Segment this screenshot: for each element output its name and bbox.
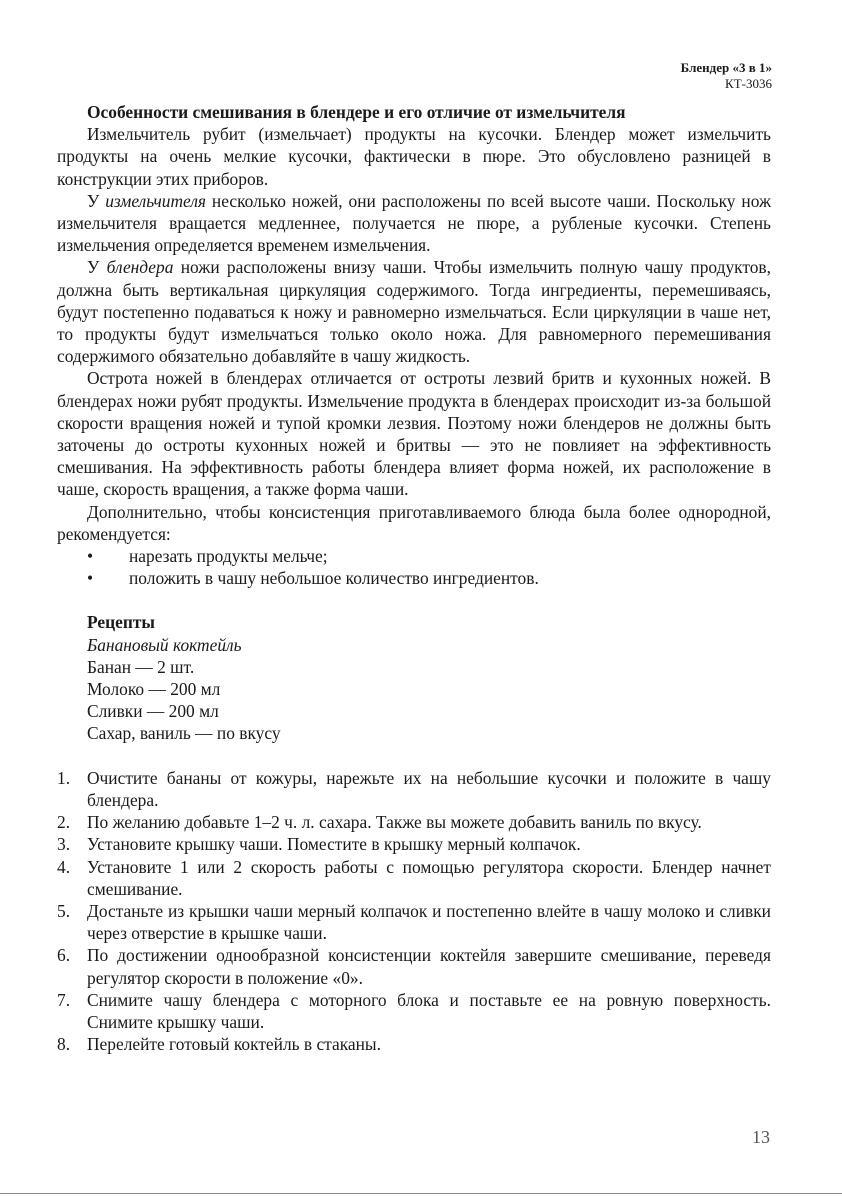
recipe-name: Банановый коктейль: [87, 634, 242, 655]
step-item: 4. Установите 1 или 2 скорость работы с помощью регулятора скорости. Блендер начнет смешивание.: [57, 856, 771, 899]
model-number: КТ-3036: [725, 76, 772, 91]
paragraph-1: Измельчитель рубит (измельчает) продукты на кусочки. Блендер может измельчить продукты на очень мелкие кусочки, фактически в пюре. Это обусловлено разницей в конструкции этих приборов.: [57, 124, 771, 189]
paragraph-5: Дополнительно, чтобы консистенция приготавливаемого блюда была более однородной, рекомендуется:: [57, 501, 771, 544]
paragraph-3: У блендера ножи расположены внизу чаши. Чтобы измельчить полную чашу продуктов, должна быть вертикальная циркуляция содержимого. Тогда ингредиенты, перемешиваясь, будут постепенно подаваться к ножу и равномерно измельчаться. Если циркуляции в чаше нет, то продукты будут измельчаться только около ножа. Для равномерного перемешивания содержимого обязательно добавляйте в чашу жидкость.: [57, 257, 771, 367]
bullet-icon: •: [87, 568, 94, 589]
step-item: 1. Очистите бананы от кожуры, нарежьте их на небольшие кусочки и положите в чашу блендера.: [57, 767, 771, 810]
step-item: 7. Снимите чашу блендера с моторного блока и поставьте ее на ровную поверхность. Снимите крышку чаши.: [57, 989, 771, 1032]
bottom-rule: [0, 1193, 842, 1194]
emphasis-term: блендера: [106, 257, 174, 278]
recipes-block: [57, 611, 771, 744]
ingredient-item: Сахар, ваниль — по вкусу: [87, 723, 281, 744]
step-item: 5. Достаньте из крышки чаши мерный колпачок и постепенно влейте в чашу молоко и сливки через отверстие в крышке чаши.: [57, 900, 771, 944]
emphasis-term: измельчителя: [105, 190, 206, 211]
step-item: 6. По достижении однообразной консистенции коктейля завершите смешивание, переведя регулятор скорости в положение «0».: [57, 945, 771, 988]
list-item: • положить в чашу небольшое количество ингредиентов.: [87, 568, 539, 589]
page-header: [681, 60, 772, 92]
list-item: • нарезать продукты мельче;: [87, 546, 328, 567]
bullet-icon: •: [87, 546, 94, 567]
paragraph-4: Острота ножей в блендерах отличается от остроты лезвий бритв и кухонных ножей. В блендерах ножи рубят продукты. Измельчение продукта в блендерах происходит из-за большой скорости вращения ножей и тупой кромки лезвия. Поэтому ножи блендеров не должны быть заточены до остроты кухонных ножей и бритвы — это не повлияет на эффективность смешивания. На эффективность работы блендера влияет форма ножей, их расположение в чаше, скорость вращения, а также форма чаши.: [57, 368, 771, 500]
step-item: 2. По желанию добавьте 1–2 ч. л. сахара. Также вы можете добавить ваниль по вкусу.: [57, 812, 702, 833]
ingredient-item: Молоко — 200 мл: [87, 679, 221, 700]
page-number: 13: [752, 1127, 770, 1147]
recipe-steps: [57, 767, 771, 1056]
step-item: 8. Перелейте готовый коктейль в стаканы.: [57, 1034, 381, 1055]
recipes-title: Рецепты: [87, 612, 155, 633]
ingredient-item: Банан — 2 шт.: [87, 656, 195, 677]
page-content: [57, 101, 771, 1055]
section-title: Особенности смешивания в блендере и его отличие от измельчителя: [87, 102, 626, 122]
step-item: 3. Установите крышку чаши. Поместите в крышку мерный колпачок.: [57, 834, 581, 855]
paragraph-2: У измельчителя несколько ножей, они расположены по всей высоте чаши. Поскольку нож измельчителя вращается медленнее, получается не пюре, а рубленые кусочки. Степень измельчения определяется временем измельчения.: [57, 190, 771, 256]
product-title: Блендер «3 в 1»: [680, 60, 772, 75]
ingredient-item: Сливки — 200 мл: [87, 701, 219, 722]
recommendation-list: [57, 545, 771, 589]
